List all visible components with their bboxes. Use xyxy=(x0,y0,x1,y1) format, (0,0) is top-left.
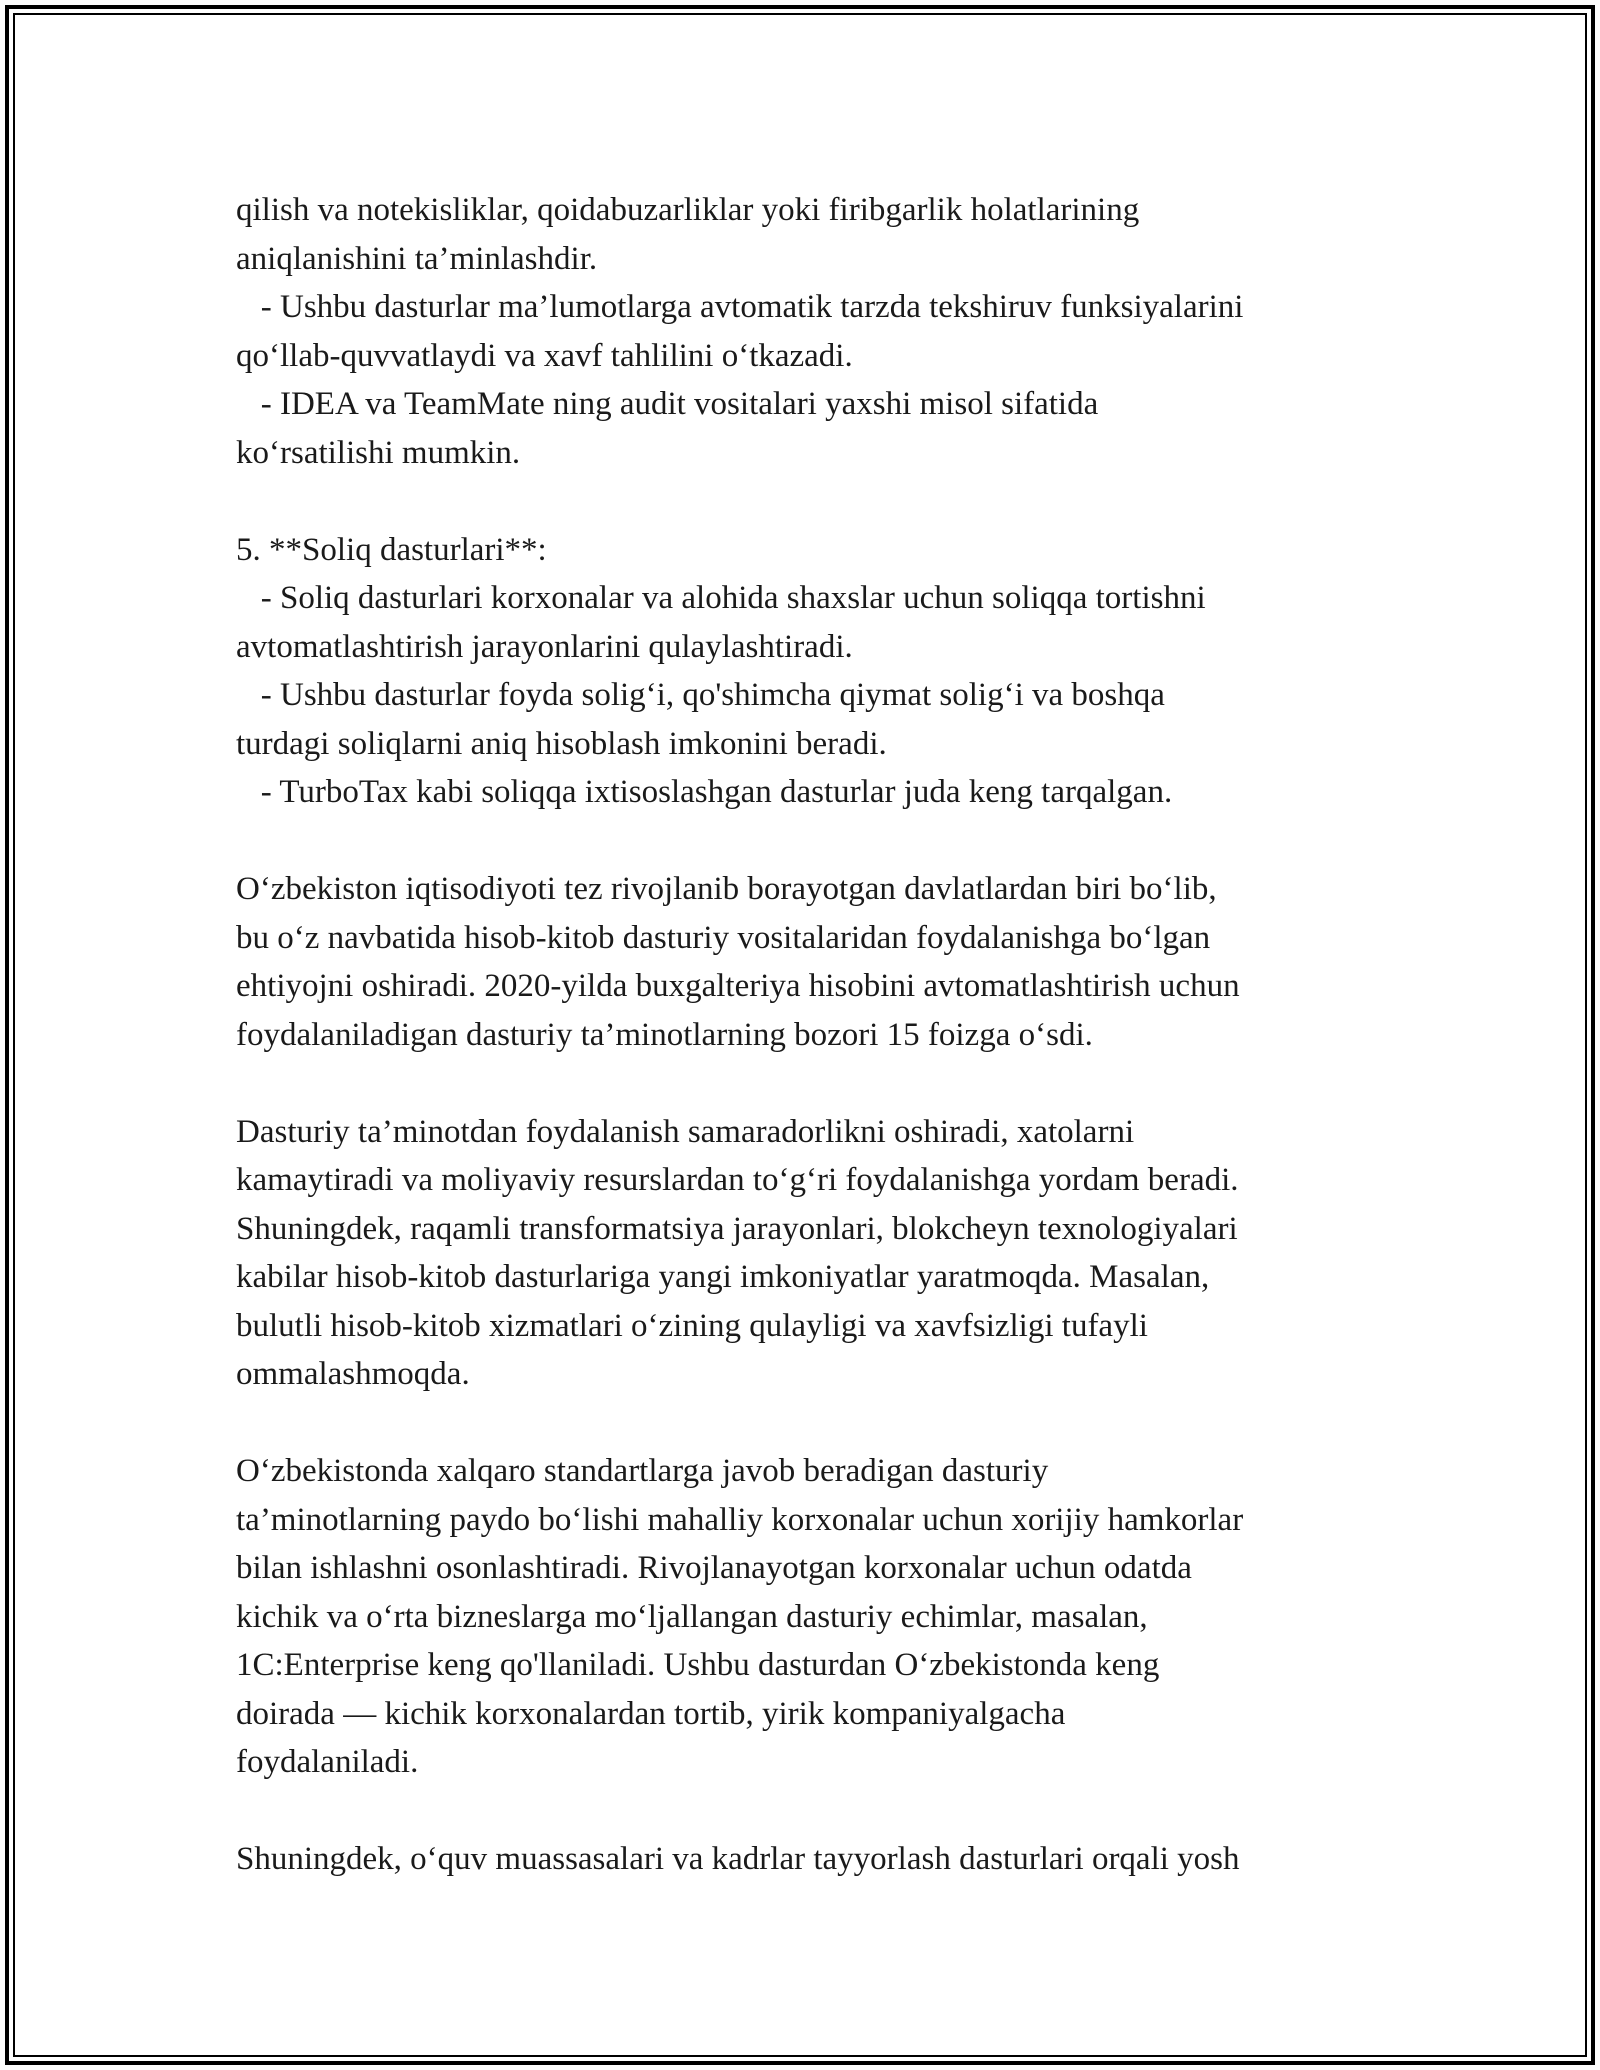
text-line: - Ushbu dasturlar ma’lumotlarga avtomatik tarzda tekshiruv funksiyalarini xyxy=(236,289,1244,325)
text-line: aniqlanishini ta’minlashdir. xyxy=(236,240,598,277)
paragraph xyxy=(236,186,1376,477)
text-line: - Ushbu dasturlar foyda solig‘i, qo'shimcha qiymat solig‘i va boshqa xyxy=(236,677,1165,713)
text-line: doirada — kichik korxonalardan tortib, yirik kompaniyalgacha xyxy=(236,1695,1066,1732)
paragraph xyxy=(236,526,1376,817)
paragraph-spacer xyxy=(236,1399,1376,1448)
text-line: qilish va notekisliklar, qoidabuzarliklar yoki firibgarlik holatlarining xyxy=(236,192,1140,228)
text-line: ommalashmoqda. xyxy=(236,1356,470,1392)
text-line: kabilar hisob-kitob dasturlariga yangi imkoniyatlar yaratmoqda. Masalan, xyxy=(236,1259,1210,1295)
text-line: 5. **Soliq dasturlari**: xyxy=(236,531,547,568)
text-line: ko‘rsatilishi mumkin. xyxy=(236,434,521,471)
text-line: bilan ishlashni osonlashtiradi. Rivojlanayotgan korxonalar uchun odatda xyxy=(236,1550,1192,1586)
text-line: O‘zbekistonda xalqaro standartlarga javob beradigan dasturiy xyxy=(236,1453,1049,1489)
text-line: bulutli hisob-kitob xizmatlari o‘zining qulayligi va xavfsizligi tufayli xyxy=(236,1307,1148,1344)
text-line: avtomatlashtirish jarayonlarini qulaylashtiradi. xyxy=(236,628,853,665)
paragraph xyxy=(236,1835,1376,1884)
paragraph-spacer xyxy=(236,1059,1376,1108)
text-line: O‘zbekiston iqtisodiyoti tez rivojlanib borayotgan davlatlardan biri bo‘lib, xyxy=(236,871,1217,907)
text-line: ehtiyojni oshiradi. 2020-yilda buxgalteriya hisobini avtomatlashtirish uchun xyxy=(236,968,1240,1004)
text-line: - TurboTax kabi soliqqa ixtisoslashgan dasturlar juda keng tarqalgan. xyxy=(236,774,1173,810)
text-line: ta’minotlarning paydo bo‘lishi mahalliy korxonalar uchun xorijiy hamkorlar xyxy=(236,1501,1244,1538)
paragraph xyxy=(236,1447,1376,1787)
text-line: kamaytiradi va moliyaviy resurslardan to‘g‘ri foydalanishga yordam beradi. xyxy=(236,1162,1239,1198)
text-line: 1C:Enterprise keng qo'llaniladi. Ushbu dasturdan O‘zbekistonda keng xyxy=(236,1647,1160,1683)
text-line: Dasturiy ta’minotdan foydalanish samaradorlikni oshiradi, xatolarni xyxy=(236,1113,1135,1150)
paragraph-spacer xyxy=(236,817,1376,866)
paragraph xyxy=(236,1108,1376,1399)
text-line: foydalaniladi. xyxy=(236,1744,419,1780)
text-line: turdagi soliqlarni aniq hisoblash imkonini beradi. xyxy=(236,725,887,762)
text-line: qo‘llab-quvvatlaydi va xavf tahlilini o‘tkazadi. xyxy=(236,337,853,374)
document-body xyxy=(236,186,1376,1884)
text-line: bu o‘z navbatida hisob-kitob dasturiy vositalaridan foydalanishga bo‘lgan xyxy=(236,919,1211,956)
text-line: foydalaniladigan dasturiy ta’minotlarning bozori 15 foizga o‘sdi. xyxy=(236,1016,1093,1053)
text-line: Shuningdek, raqamli transformatsiya jarayonlari, blokcheyn texnologiyalari xyxy=(236,1210,1238,1247)
paragraph-spacer xyxy=(236,1787,1376,1836)
paragraph xyxy=(236,865,1376,1059)
text-line: Shuningdek, o‘quv muassasalari va kadrlar tayyorlash dasturlari orqali yosh xyxy=(236,1841,1240,1877)
text-line: kichik va o‘rta bizneslarga mo‘ljallangan dasturiy echimlar, masalan, xyxy=(236,1598,1148,1635)
paragraph-spacer xyxy=(236,477,1376,526)
text-line: - Soliq dasturlari korxonalar va alohida shaxslar uchun soliqqa tortishni xyxy=(236,580,1206,616)
text-line: - IDEA va TeamMate ning audit vositalari yaxshi misol sifatida xyxy=(236,386,1099,422)
